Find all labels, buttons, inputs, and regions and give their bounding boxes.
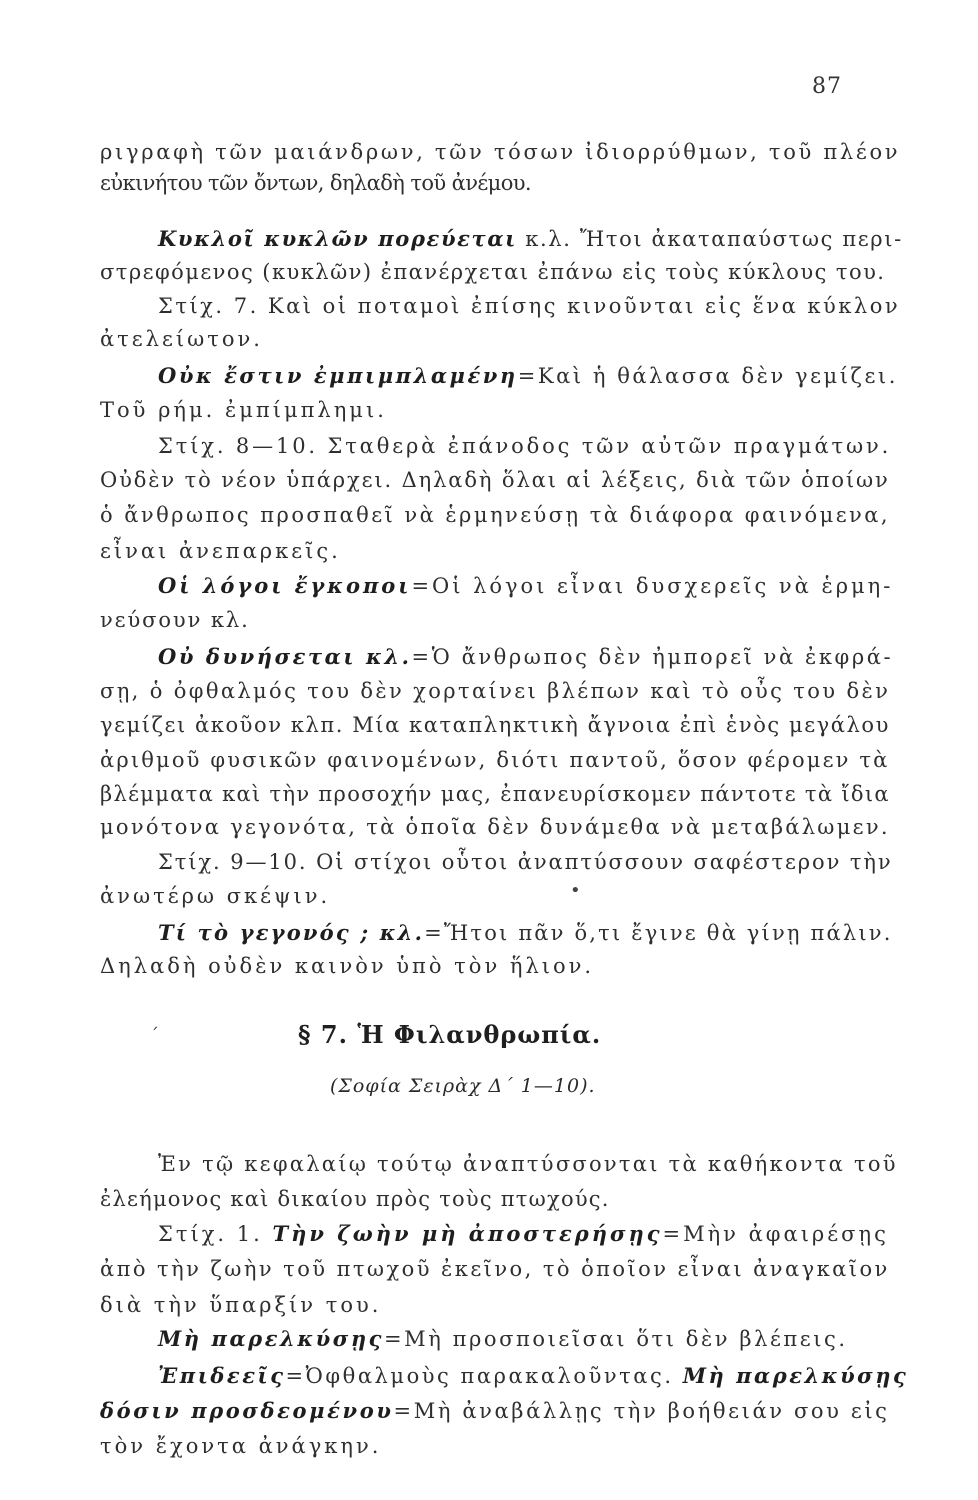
stray-mark: ˊ	[150, 1025, 159, 1046]
text-line	[100, 169, 531, 197]
text-segment: =Ὀφθαλμοὺς παρακαλοῦντας.	[285, 1364, 683, 1388]
text-line	[158, 292, 900, 320]
text-line	[158, 572, 893, 600]
text-segment: =Καὶ ἡ θάλασσα δὲν γεμίζει.	[517, 364, 898, 388]
text-segment: ἀτελείωτον.	[100, 327, 263, 351]
text-line	[100, 813, 890, 841]
text-segment: σῃ, ὁ ὀφθαλμός του δὲν χορταίνει βλέπων καὶ τὸ οὖς του δὲν	[100, 679, 891, 703]
text-line	[100, 1185, 610, 1213]
text-line	[100, 677, 890, 705]
text-line	[100, 325, 263, 353]
text-segment: Στίχ. 7. Καὶ οἱ ποταμοὶ ἐπίσης κινοῦνται εἰς ἕνα κύκλον	[158, 294, 901, 318]
text-segment: =Ἤτοι πᾶν ὅ,τι ἔγινε θὰ γίνῃ πάλιν.	[424, 921, 893, 945]
text-line	[158, 848, 893, 876]
text-segment: κ.λ. Ἤτοι ἀκαταπαύστως περι-	[516, 227, 903, 251]
text-line	[100, 138, 900, 166]
text-line	[158, 919, 893, 947]
text-line	[100, 1432, 381, 1460]
emphasized-term: Οὐκ ἔστιν ἐμπιμπλαμένη	[158, 363, 518, 388]
section-subheading: (Σοφία Σειρὰχ Δ΄ 1—10).	[330, 1075, 596, 1097]
emphasized-term: Μὴ παρελκύσῃς	[158, 1326, 385, 1351]
text-segment: =Μὴ ἀναβάλλῃς τὴν βοήθειάν σου εἰς	[393, 1399, 890, 1423]
emphasized-term: Ἐπιδεεῖς	[158, 1363, 286, 1388]
text-segment: Δηλαδὴ οὐδὲν καινὸν ὑπὸ τὸν ἥλιον.	[100, 954, 595, 978]
text-line	[158, 225, 903, 253]
text-segment: ἀριθμοῦ φυσικῶν φαινομένων, διότι παντοῦ, ὅσον φέρομεν τὰ	[100, 748, 890, 772]
text-segment: Οὐδὲν τὸ νέον ὑπάρχει. Δηλαδὴ ὅλαι αἱ λέξεις, διὰ τῶν ὁποίων	[100, 468, 890, 492]
text-line	[158, 1220, 889, 1248]
text-segment: ἀπὸ τὴν ζωὴν τοῦ πτωχοῦ ἐκεῖνο, τὸ ὁποῖον εἶναι ἀναγκαῖον	[100, 1257, 890, 1281]
section-heading: § 7. Ἡ Φιλανθρωπία.	[298, 1020, 602, 1049]
text-segment: ἀνωτέρω σκέψιν.	[100, 884, 331, 908]
emphasized-term: δόσιν προσδεομένου	[100, 1398, 394, 1423]
text-segment: γεμίζει ἀκοῦον κλπ. Μία καταπληκτικὴ ἄγνοια ἐπὶ ἑνὸς μεγάλου	[100, 713, 890, 737]
text-segment: =Μὴ προσποιεῖσαι ὅτι δὲν βλέπεις.	[384, 1327, 848, 1351]
text-line	[100, 1397, 890, 1425]
text-segment: =Μὴν ἀφαιρέσῃς	[662, 1222, 889, 1246]
emphasized-term: Τὴν ζωὴν μὴ ἀποστερήσῃς	[272, 1221, 663, 1246]
text-segment: Στίχ. 9—10. Οἱ στίχοι οὗτοι ἀναπτύσσουν σαφέστερον τὴν	[158, 850, 893, 874]
emphasized-term: Τί τὸ γεγονός ; κλ.	[158, 920, 425, 945]
text-line	[100, 780, 890, 808]
text-segment: =Οἱ λόγοι εἶναι δυσχερεῖς νὰ ἑρμη-	[411, 574, 894, 598]
text-segment: Τοῦ ρήμ. ἐμπίμπλημι.	[100, 398, 387, 422]
text-line	[100, 952, 594, 980]
text-segment: μονότονα γεγονότα, τὰ ὁποῖα δὲν δυνάμεθα νὰ μεταβάλωμεν.	[100, 815, 890, 839]
text-line	[158, 1325, 848, 1353]
emphasized-term: Οὐ δυνήσεται κλ.	[158, 644, 412, 669]
text-segment: τὸν ἔχοντα ἀνάγκην.	[100, 1434, 382, 1458]
emphasized-term: Μὴ παρελκύσῃς	[682, 1363, 909, 1388]
text-line	[100, 501, 890, 529]
text-line	[100, 882, 330, 910]
text-line	[100, 606, 250, 634]
text-segment: βλέμματα καὶ τὴν προσοχήν μας, ἐπανευρίσκομεν πάντοτε τὰ ἴδια	[100, 782, 890, 806]
page-number: 87	[812, 74, 842, 99]
text-segment: εἶναι ἀνεπαρκεῖς.	[100, 539, 341, 563]
text-line	[158, 1150, 898, 1178]
text-segment: στρεφόμενος (κυκλῶν) ἐπανέρχεται ἐπάνω εἰς τοὺς κύκλους του.	[100, 260, 886, 284]
text-line	[100, 746, 890, 774]
text-line	[158, 432, 891, 460]
text-line	[100, 258, 885, 286]
text-line	[100, 1291, 381, 1319]
text-segment: Στίχ. 8—10. Σταθερὰ ἐπάνοδος τῶν αὐτῶν πραγμάτων.	[158, 434, 892, 458]
text-segment: ριγραφὴ τῶν μαιάνδρων, τῶν τόσων ἰδιορρύθμων, τοῦ πλέον	[100, 140, 901, 164]
text-segment: =Ὁ ἄνθρωπος δὲν ἠμπορεῖ νὰ ἐκφρά-	[411, 645, 894, 669]
text-segment: εὐκινήτου τῶν ὄντων, δηλαδὴ τοῦ ἀνέμου.	[100, 171, 531, 195]
text-line	[100, 1255, 890, 1283]
text-line	[158, 362, 898, 390]
text-segment: Ἐν τῷ κεφαλαίῳ τούτῳ ἀναπτύσσονται τὰ καθήκοντα τοῦ	[158, 1152, 898, 1176]
emphasized-term: Κυκλοῖ κυκλῶν πορεύεται	[158, 226, 517, 251]
text-line	[100, 711, 890, 739]
text-line	[158, 643, 893, 671]
text-segment: ὁ ἄνθρωπος προσπαθεῖ νὰ ἑρμηνεύσῃ τὰ διάφορα φαινόμενα,	[100, 503, 891, 527]
stray-mark: •	[570, 880, 581, 901]
text-line	[100, 466, 890, 494]
text-line	[100, 537, 341, 565]
text-segment: διὰ τὴν ὕπαρξίν του.	[100, 1293, 382, 1317]
text-line	[158, 1362, 908, 1390]
text-line	[100, 396, 387, 424]
text-segment: νεύσουν κλ.	[100, 608, 250, 632]
text-segment: Στίχ. 1.	[158, 1222, 273, 1246]
text-segment: ἐλεήμονος καὶ δικαίου πρὸς τοὺς πτωχούς.	[100, 1187, 610, 1211]
emphasized-term: Οἱ λόγοι ἔγκοποι	[158, 573, 412, 598]
